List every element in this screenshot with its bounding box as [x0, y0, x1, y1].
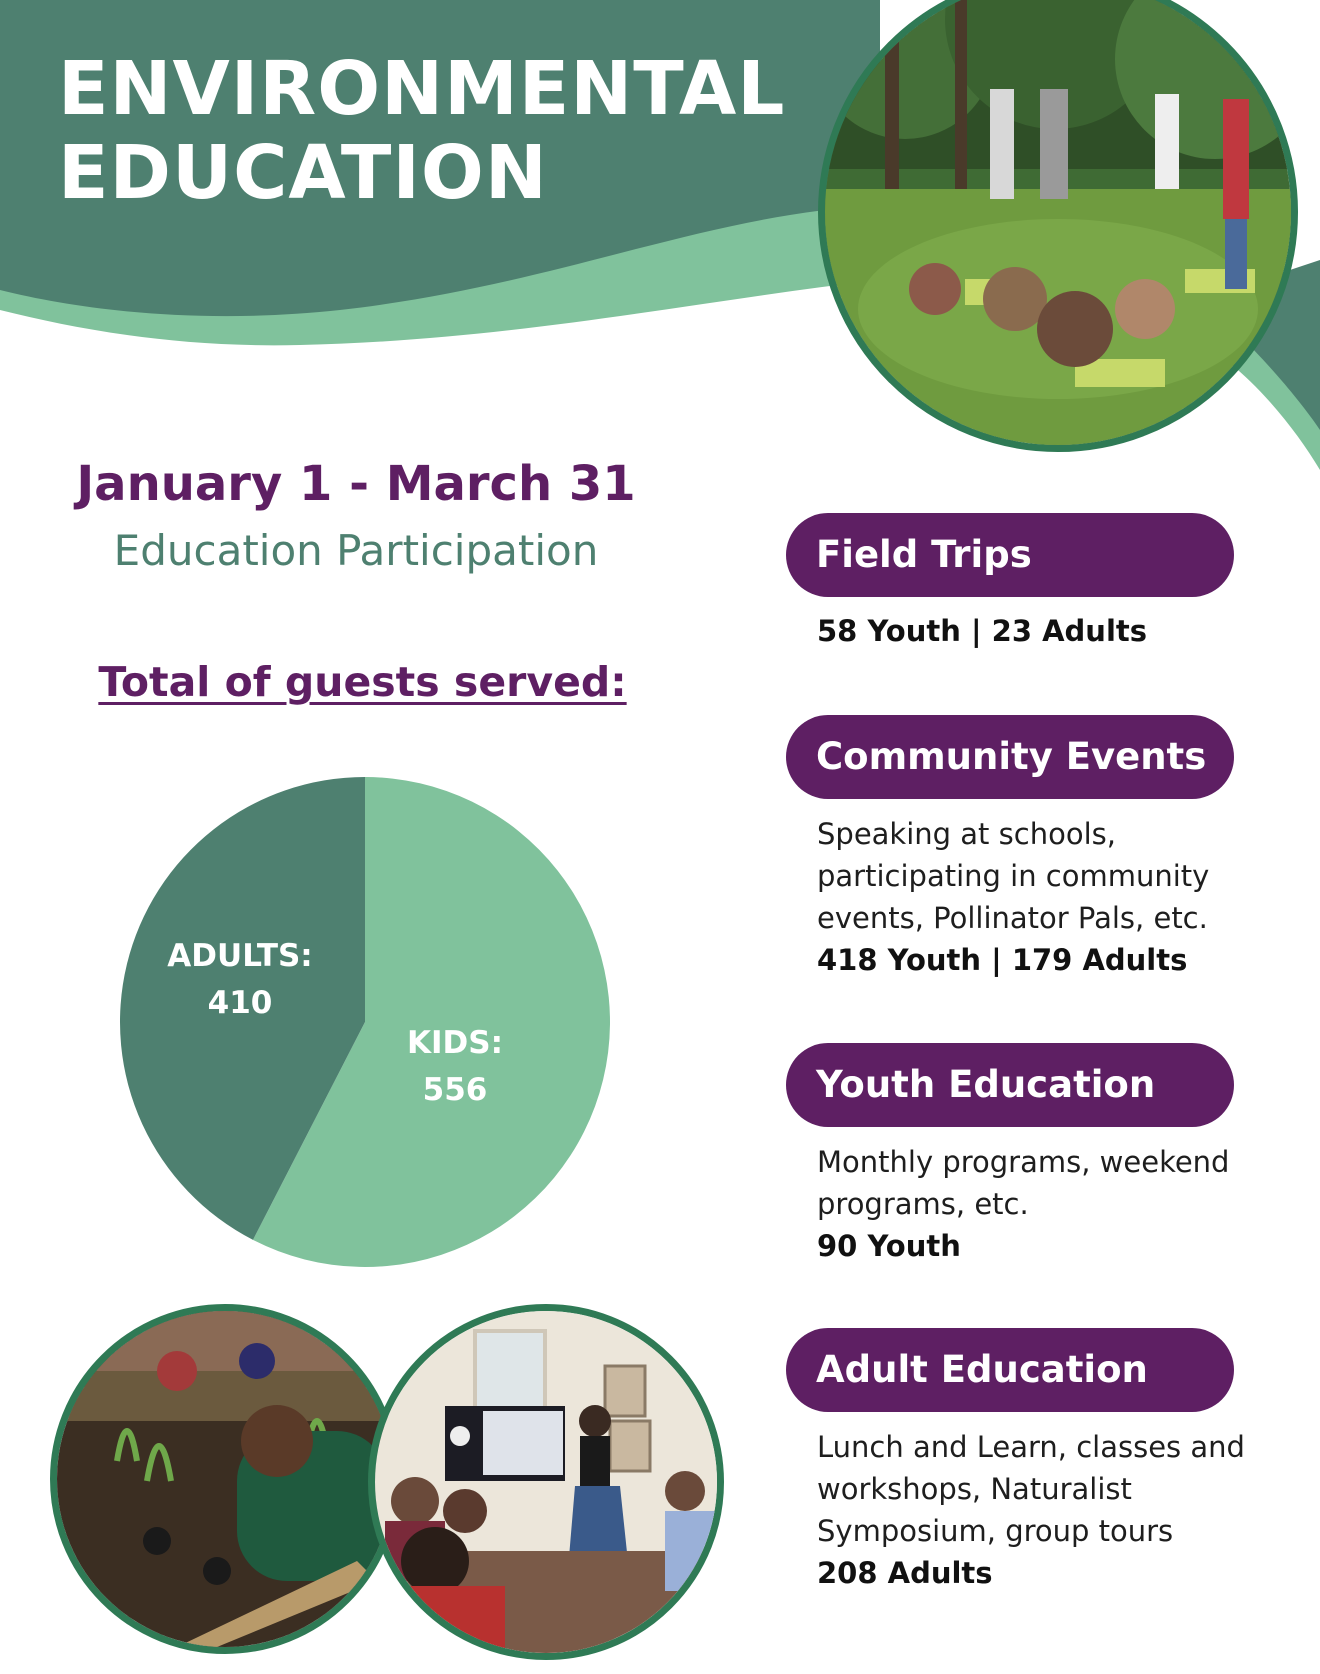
stat-adult-education: 208 Adults [817, 1556, 993, 1590]
stat-community-events: 418 Youth | 179 Adults [817, 943, 1188, 977]
desc-field-trips [817, 610, 1257, 652]
desc-community-events [817, 813, 1257, 981]
total-guests-heading: Total of guests served: [98, 658, 627, 706]
desc-text-community-events: Speaking at schools, participating in community events, Pollinator Pals, etc. [817, 817, 1210, 935]
title-line-1: ENVIRONMENTAL [58, 46, 786, 132]
pie-label-kids: KIDS: [406, 1025, 504, 1061]
guests-pie-chart [0, 0, 720, 1300]
desc-adult-education [817, 1426, 1257, 1594]
title-line-2: EDUCATION [58, 130, 548, 216]
pie-value-kids: 556 [422, 1072, 488, 1108]
photo-garden-planting [50, 1304, 400, 1654]
section-subtitle: Education Participation [113, 526, 599, 575]
desc-text-youth-education: Monthly programs, weekend programs, etc. [817, 1145, 1230, 1221]
pie-label-adults: ADULTS: [167, 938, 313, 974]
pill-community-events: Community Events [786, 715, 1234, 799]
pie-value-adults: 410 [207, 985, 273, 1021]
pill-field-trips: Field Trips [786, 513, 1234, 597]
desc-youth-education [817, 1141, 1257, 1267]
stat-youth-education: 90 Youth [817, 1229, 961, 1263]
stat-field-trips: 58 Youth | 23 Adults [817, 614, 1148, 648]
date-range: January 1 - March 31 [76, 456, 636, 512]
pill-adult-education: Adult Education [786, 1328, 1234, 1412]
photo-indoor-presentation [368, 1304, 724, 1660]
pill-youth-education: Youth Education [786, 1043, 1234, 1127]
desc-text-adult-education: Lunch and Learn, classes and workshops, Naturalist Symposium, group tours [817, 1430, 1245, 1548]
